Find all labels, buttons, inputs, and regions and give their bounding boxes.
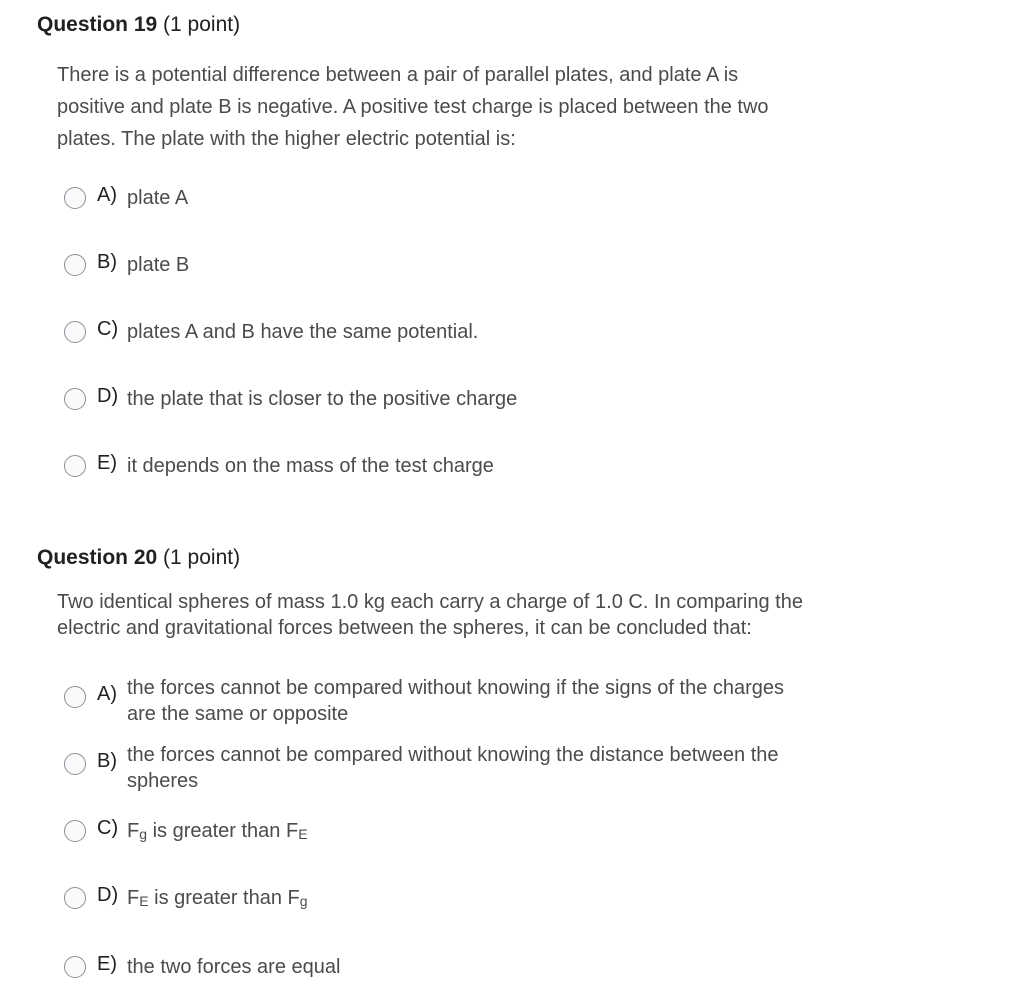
question-text-line: plates. The plate with the higher electric potential is: <box>57 128 516 150</box>
choice-text <box>127 820 308 843</box>
q20-choice-e[interactable] <box>64 953 964 996</box>
radio-button[interactable] <box>64 820 86 842</box>
choice-letter: E) <box>97 452 117 474</box>
radio-button[interactable] <box>64 455 86 477</box>
question-points: (1 point) <box>163 546 241 569</box>
question-text-line: positive and plate B is negative. A positive test charge is placed between the two <box>57 96 769 118</box>
choice-text: plates A and B have the same potential. <box>127 321 479 343</box>
question-text-line: There is a potential difference between a pair of parallel plates, and plate A is <box>57 64 739 86</box>
radio-button[interactable] <box>64 254 86 276</box>
choice-text-line: the forces cannot be compared without knowing if the signs of the charges <box>127 677 785 699</box>
choice-text-line: spheres <box>127 770 199 792</box>
radio-button[interactable] <box>64 321 86 343</box>
q20-choice-b[interactable] <box>64 744 964 793</box>
radio-button[interactable] <box>64 187 86 209</box>
q20-choice-a[interactable] <box>64 677 964 726</box>
q19-choice-e[interactable] <box>64 452 964 495</box>
choice-text: the two forces are equal <box>127 956 341 978</box>
force-symbol: F <box>127 887 140 909</box>
radio-button[interactable] <box>64 388 86 410</box>
q20-choice-c[interactable] <box>64 817 964 860</box>
question-19-title <box>37 13 240 37</box>
question-title-label: Question 19 <box>37 13 158 36</box>
choice-letter: C) <box>97 817 119 839</box>
choice-text-line: are the same or opposite <box>127 703 349 725</box>
force-subscript: g <box>139 826 148 842</box>
choice-letter: A) <box>97 184 117 206</box>
q19-choice-a[interactable] <box>64 184 964 227</box>
choice-text: plate B <box>127 254 190 276</box>
radio-button[interactable] <box>64 956 86 978</box>
question-20-title <box>37 546 240 570</box>
choice-letter: D) <box>97 884 119 906</box>
choice-text-line: the forces cannot be compared without knowing the distance between the <box>127 744 779 766</box>
comparison-text: is greater than <box>152 820 281 842</box>
choice-text <box>127 675 887 727</box>
choice-letter: C) <box>97 318 119 340</box>
force-subscript: E <box>298 826 308 842</box>
q19-choice-b[interactable] <box>64 251 964 294</box>
force-symbol: F <box>127 820 140 842</box>
question-20-text <box>57 589 803 641</box>
question-title-label: Question 20 <box>37 546 158 569</box>
q19-choice-c[interactable] <box>64 318 964 361</box>
choice-letter: B) <box>97 251 117 273</box>
question-19-text <box>57 59 769 155</box>
q19-choice-d[interactable] <box>64 385 964 428</box>
question-points: (1 point) <box>163 13 241 36</box>
choice-letter: A) <box>97 683 117 705</box>
choice-letter: E) <box>97 953 117 975</box>
comparison-text: is greater than <box>154 887 282 909</box>
question-text-line: electric and gravitational forces between the spheres, it can be concluded that: <box>57 617 752 639</box>
choice-letter: B) <box>97 750 117 772</box>
force-symbol: F <box>287 887 300 909</box>
force-symbol: F <box>286 820 299 842</box>
choice-letter: D) <box>97 385 119 407</box>
q20-choice-d[interactable] <box>64 884 964 927</box>
radio-button[interactable] <box>64 753 86 775</box>
force-subscript: E <box>139 893 149 909</box>
choice-text <box>127 887 308 910</box>
force-subscript: g <box>299 893 308 909</box>
radio-button[interactable] <box>64 887 86 909</box>
question-text-line: Two identical spheres of mass 1.0 kg each carry a charge of 1.0 C. In comparing the <box>57 591 803 613</box>
choice-text: the plate that is closer to the positive charge <box>127 388 518 410</box>
choice-text: it depends on the mass of the test charge <box>127 455 494 477</box>
radio-button[interactable] <box>64 686 86 708</box>
choice-text <box>127 742 887 794</box>
choice-text: plate A <box>127 187 189 209</box>
